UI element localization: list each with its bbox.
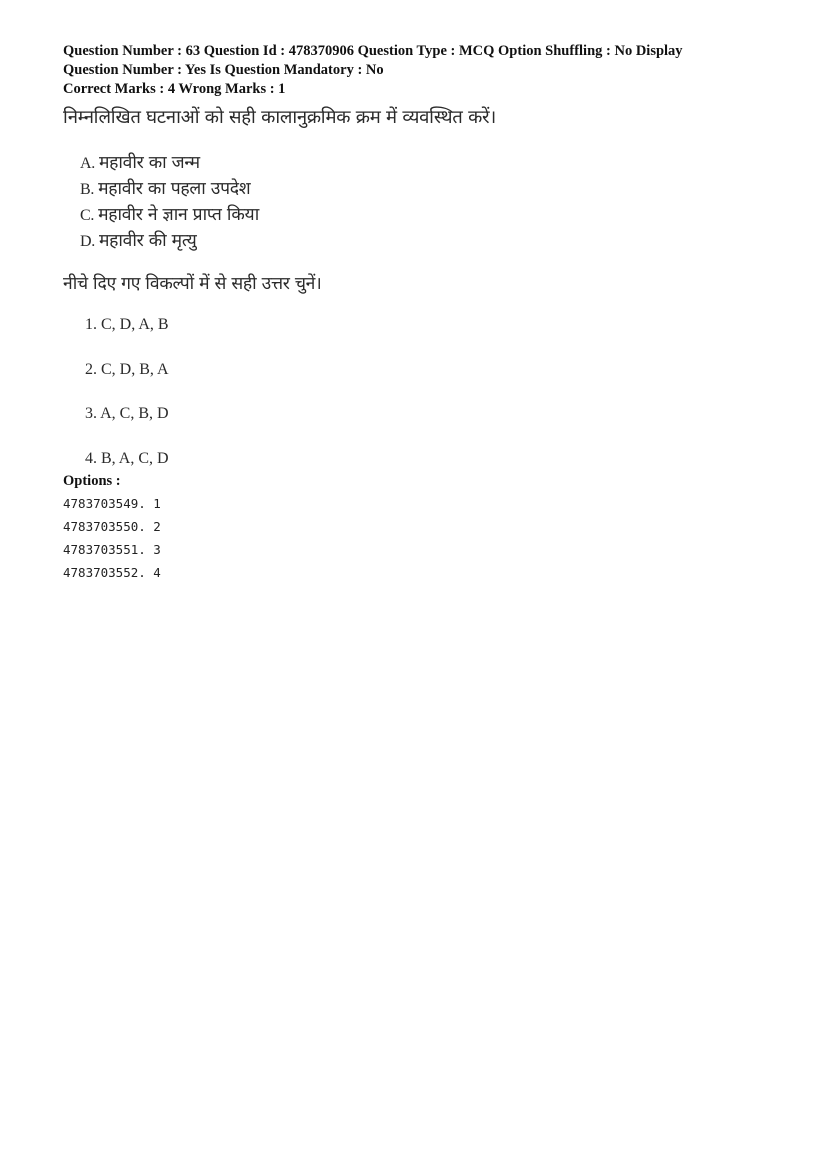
question-meta-line-1: Question Number : 63 Question Id : 478370906 Question Type : MCQ Option Shuffling : No Display bbox=[63, 43, 683, 59]
option-id-row: 4783703551. 3 bbox=[63, 542, 161, 557]
question-text: निम्नलिखित घटनाओं को सही कालानुक्रमिक क्रम में व्यवस्थित करें। bbox=[63, 107, 496, 128]
option-id-row: 4783703550. 2 bbox=[63, 519, 161, 534]
statement-a bbox=[80, 150, 200, 174]
answer-choice-2: 2. C, D, B, A bbox=[85, 361, 169, 378]
answer-choice-4: 4. B, A, C, D bbox=[85, 450, 169, 467]
statement-d bbox=[80, 228, 196, 252]
statement-letter: B. bbox=[80, 181, 95, 198]
options-heading: Options : bbox=[63, 473, 121, 489]
statement-letter: C. bbox=[80, 207, 95, 224]
statement-text: महावीर ने ज्ञान प्राप्त किया bbox=[98, 205, 259, 225]
statement-text: महावीर का पहला उपदेश bbox=[98, 179, 251, 199]
instruction-text: नीचे दिए गए विकल्पों में से सही उत्तर चुनें। bbox=[63, 274, 322, 294]
question-meta-line-2: Question Number : Yes Is Question Mandatory : No bbox=[63, 62, 384, 78]
statement-text: महावीर का जन्म bbox=[98, 153, 200, 173]
statement-letter: D. bbox=[80, 233, 95, 250]
option-id-row: 4783703549. 1 bbox=[63, 496, 161, 511]
answer-choice-3: 3. A, C, B, D bbox=[85, 405, 169, 422]
statement-b bbox=[80, 176, 250, 200]
statement-text: महावीर की मृत्यु bbox=[98, 231, 197, 251]
statement-letter: A. bbox=[80, 155, 95, 172]
option-id-row: 4783703552. 4 bbox=[63, 565, 161, 580]
answer-choice-1: 1. C, D, A, B bbox=[85, 316, 169, 333]
statement-c bbox=[80, 202, 259, 226]
marks-line: Correct Marks : 4 Wrong Marks : 1 bbox=[63, 81, 286, 97]
